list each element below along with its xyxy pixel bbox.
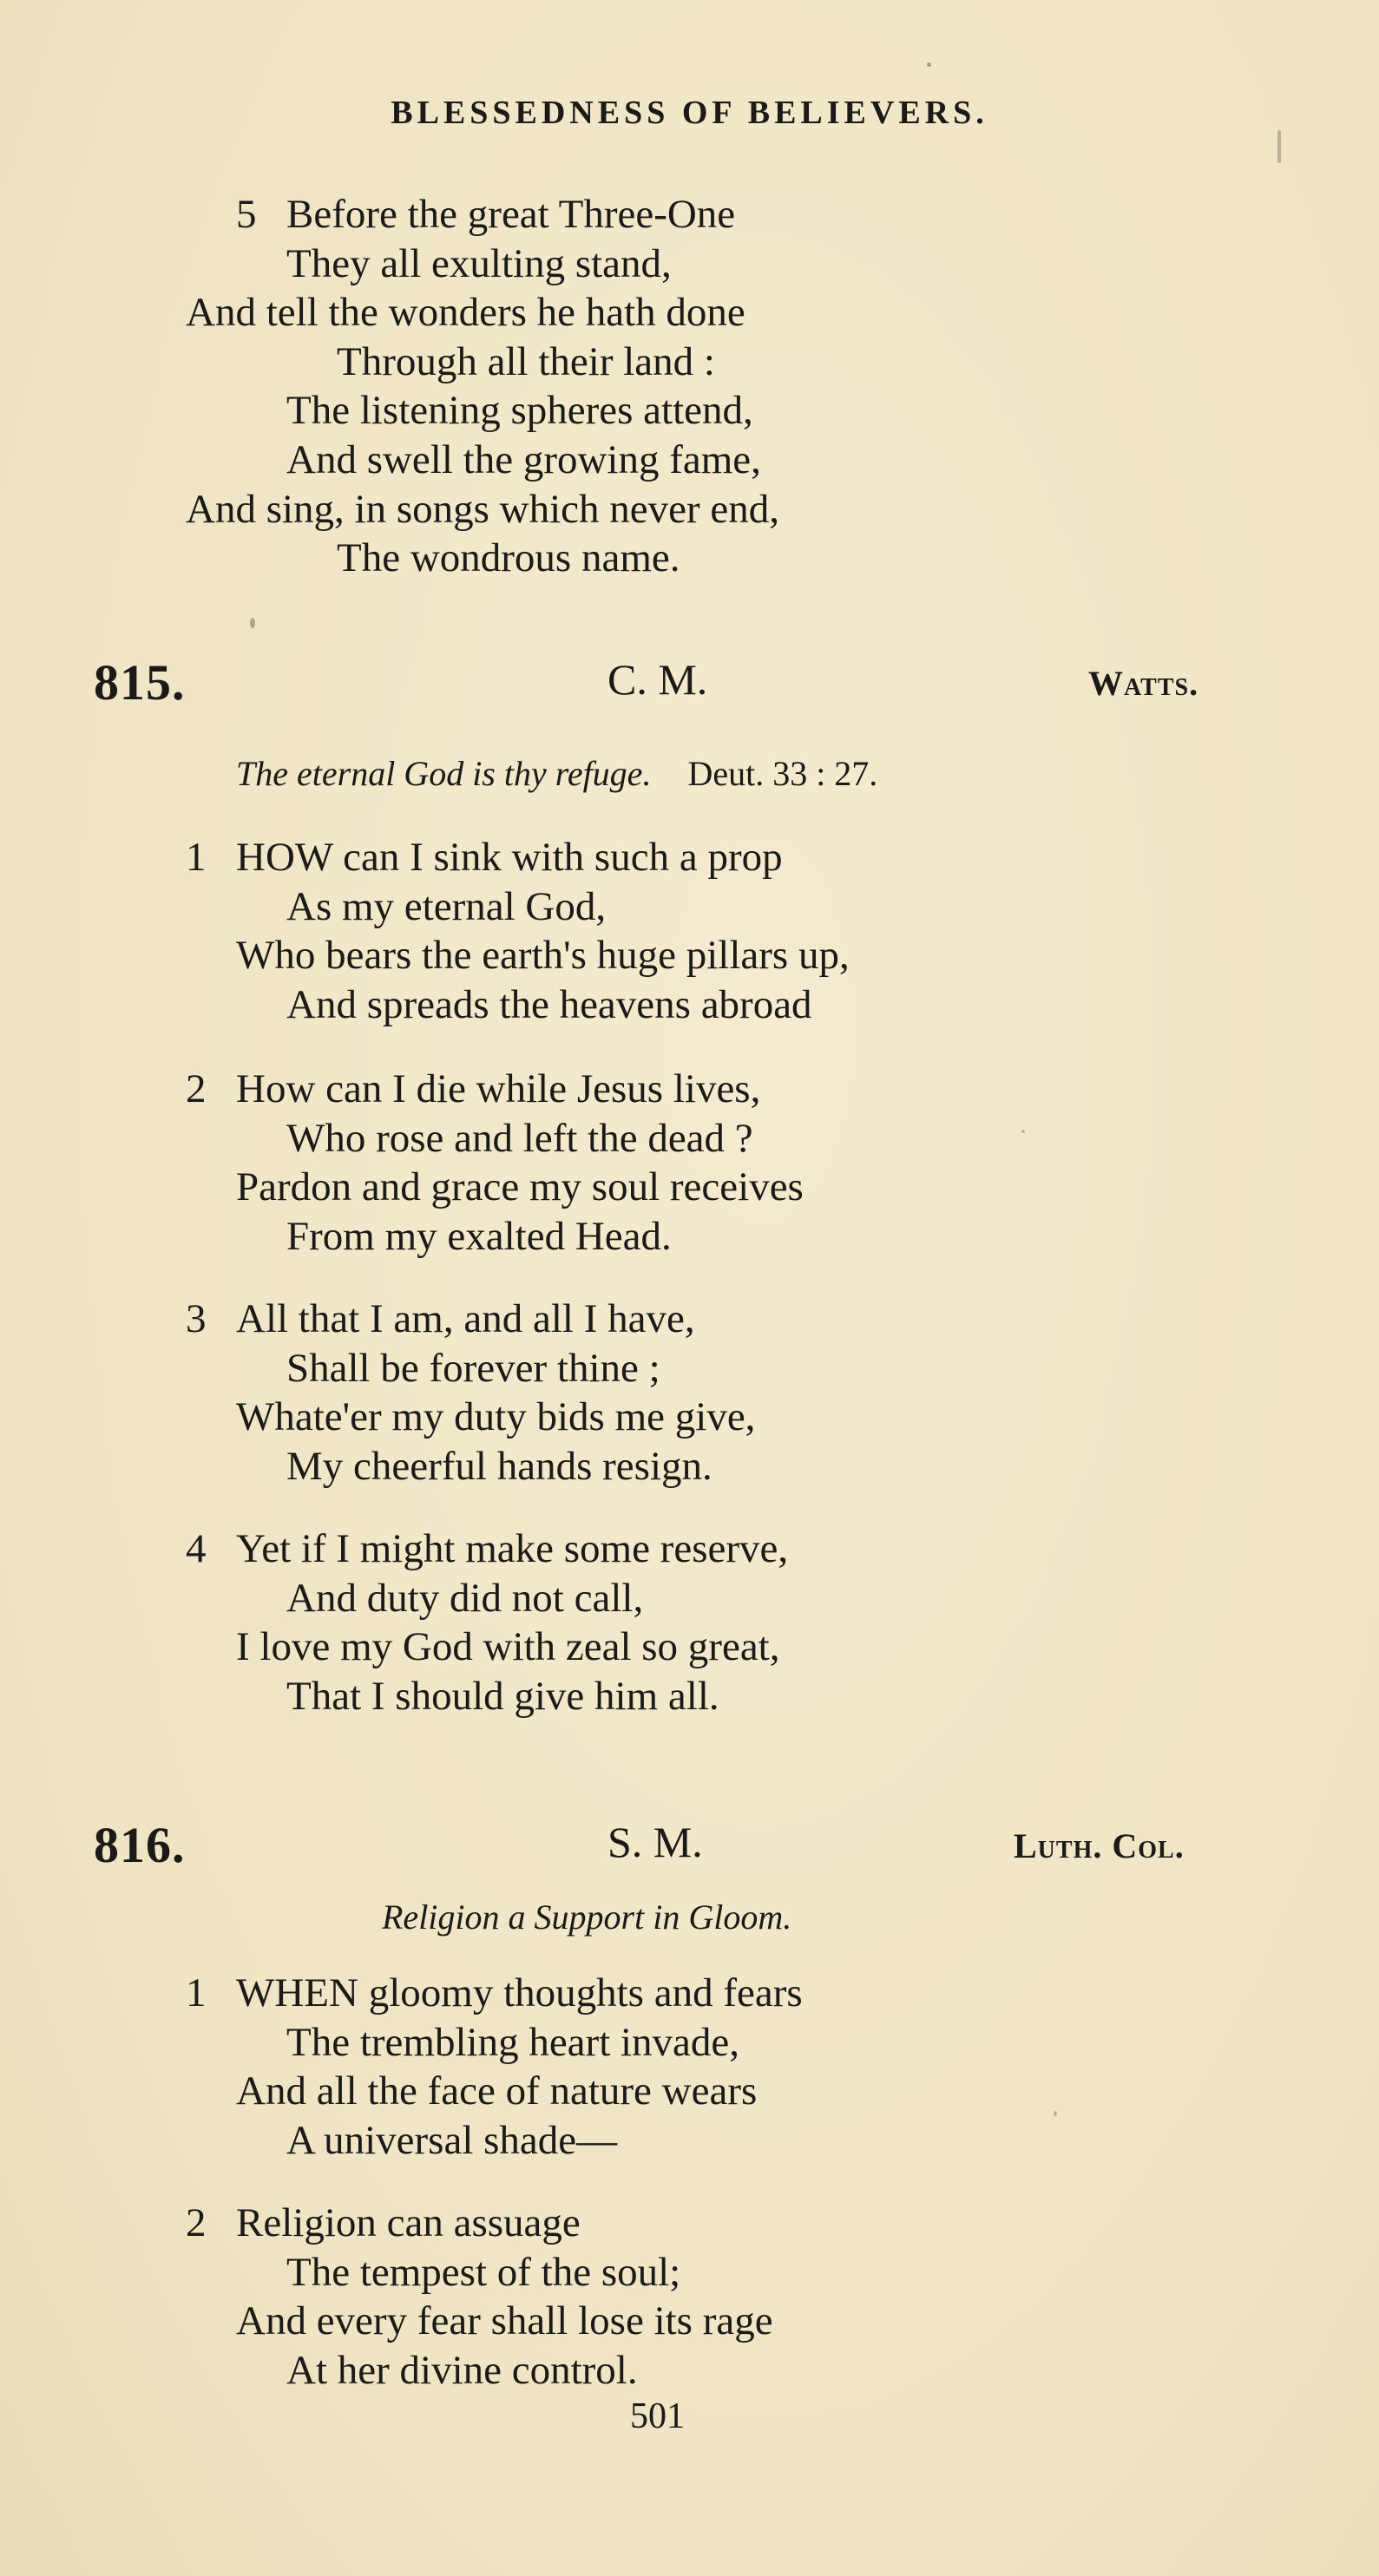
verse-line: All that I am, and all I have, bbox=[236, 1296, 695, 1341]
ink-speck bbox=[250, 618, 255, 628]
hymn-subtitle bbox=[382, 1900, 791, 1935]
hymn-subtitle bbox=[236, 754, 878, 793]
ink-speck bbox=[1021, 1130, 1025, 1133]
verse-line: Religion can assuage bbox=[236, 2200, 581, 2245]
verse-line: How can I die while Jesus lives, bbox=[236, 1066, 761, 1111]
verse-line: And all the face of nature wears bbox=[236, 2068, 758, 2114]
ink-speck bbox=[927, 62, 931, 67]
verse-line: And duty did not call, bbox=[286, 1576, 644, 1621]
verse-line: Through all their land : bbox=[337, 339, 715, 384]
verse-number: 3 bbox=[186, 1296, 207, 1341]
verse-line: And sing, in songs which never end, bbox=[186, 487, 780, 532]
verse-line: And every fear shall lose its rage bbox=[236, 2298, 773, 2343]
verse-line: The trembling heart invade, bbox=[286, 2020, 740, 2065]
verse-number: 1 bbox=[186, 1970, 207, 2016]
verse-line: Before the great Three-One bbox=[286, 192, 736, 237]
verse-line: The listening spheres attend, bbox=[286, 388, 753, 433]
hymn-meter: S. M. bbox=[607, 1818, 703, 1866]
verse-line: A universal shade— bbox=[286, 2118, 618, 2163]
hymn-author: Luth. Col. bbox=[1014, 1826, 1185, 1865]
verse-line: And spreads the heavens abroad bbox=[286, 982, 812, 1027]
margin-mark bbox=[1277, 130, 1281, 163]
scripture-reference: Deut. 33 : 27. bbox=[687, 754, 878, 793]
verse-line: And tell the wonders he hath done bbox=[186, 290, 745, 335]
verse-number: 1 bbox=[186, 835, 207, 880]
verse-number: 2 bbox=[186, 2200, 207, 2245]
verse-line: WHEN gloomy thoughts and fears bbox=[236, 1970, 803, 2016]
verse-number: 2 bbox=[186, 1066, 207, 1111]
verse-line: They all exulting stand, bbox=[286, 241, 672, 286]
verse-line: Pardon and grace my soul receives bbox=[236, 1164, 804, 1209]
verse-line: I love my God with zeal so great, bbox=[236, 1624, 780, 1669]
verse-number: 4 bbox=[186, 1526, 207, 1571]
verse-line: Who rose and left the dead ? bbox=[286, 1116, 753, 1161]
verse-line: The tempest of the soul; bbox=[286, 2250, 681, 2295]
hymn-meter: C. M. bbox=[607, 655, 708, 704]
hymn-author: Watts. bbox=[1088, 664, 1199, 703]
verse-line: Shall be forever thine ; bbox=[286, 1346, 660, 1391]
hymn-number: 816. bbox=[94, 1817, 186, 1873]
verse-line: The wondrous name. bbox=[337, 535, 680, 580]
verse-line: Who bears the earth's huge pillars up, bbox=[236, 933, 850, 978]
ink-speck bbox=[1054, 2111, 1057, 2116]
verse-line: At her divine control. bbox=[286, 2348, 638, 2393]
verse-line: HOW can I sink with such a prop bbox=[236, 835, 783, 880]
verse-line: Yet if I might make some reserve, bbox=[236, 1526, 789, 1571]
verse-number: 5 bbox=[236, 192, 257, 237]
page-number: 501 bbox=[630, 2396, 685, 2436]
verse-line: And swell the growing fame, bbox=[286, 437, 761, 482]
running-head: BLESSEDNESS OF BELIEVERS. bbox=[391, 95, 988, 131]
subtitle-text: The eternal God is thy refuge. bbox=[236, 754, 652, 793]
verse-line: As my eternal God, bbox=[286, 884, 607, 929]
verse-line: That I should give him all. bbox=[286, 1674, 719, 1719]
verse-line: My cheerful hands resign. bbox=[286, 1444, 712, 1489]
subtitle-text: Religion a Support in Gloom. bbox=[382, 1898, 792, 1937]
verse-line: From my exalted Head. bbox=[286, 1214, 672, 1259]
verse-line: Whate'er my duty bids me give, bbox=[236, 1394, 756, 1439]
hymn-number: 815. bbox=[94, 654, 186, 711]
